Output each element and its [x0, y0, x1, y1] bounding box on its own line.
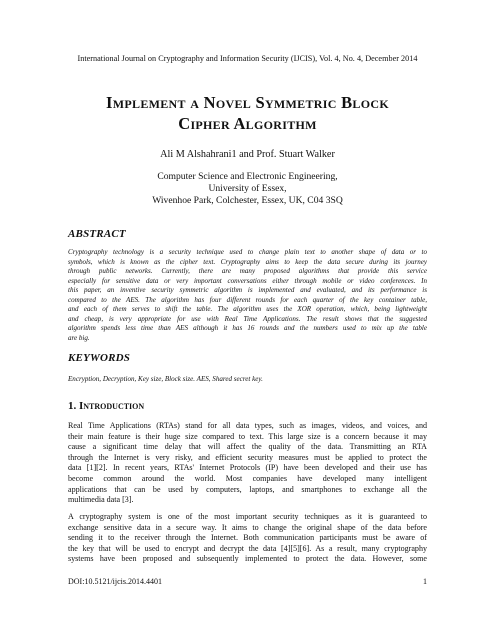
title-line-2: Cipher Algorithm — [178, 114, 317, 133]
paragraph-line: exchange sensitive data in a secure way. It aims to change the original shape of the data before — [68, 522, 427, 532]
introduction-heading — [68, 400, 144, 412]
paper-title — [40, 92, 455, 134]
affiliation — [0, 171, 495, 208]
abstract-line: especially for sensitive data or very important conversations either through mobile or video conferences. In — [68, 276, 427, 285]
paragraph-line: applications that can be used by computers, laptops, and smartphones to exchange all the — [68, 484, 427, 494]
keywords-body: Encryption, Decryption, Key size, Block size. AES, Shared secret key. — [68, 375, 263, 383]
paragraph-line: multimedia data [3]. — [68, 495, 134, 505]
abstract-heading: ABSTRACT — [68, 228, 126, 240]
intro-paragraph-1 — [68, 421, 427, 506]
paragraph-line: the key that will be used to encrypt and decrypt the data [4][5][6]. As a result, many cryptography — [68, 543, 427, 553]
abstract-line: compared to the AES. The algorithm has four different rounds for each quarter of the key container table, — [68, 295, 427, 304]
abstract-line: and cheap, is very appropriate for use with Real Time Applications. The result shows that the suggested — [68, 314, 427, 323]
abstract-line: symbols, which is known as the cipher text. Cryptography aims to keep the data secure during its journey — [68, 257, 427, 266]
paragraph-line: cause a significant time delay that will affect the quality of the data. Transmitting an RTA — [68, 442, 427, 452]
paragraph-line: systems have been proposed and subsequently implemented to protect the data. However, some — [68, 554, 427, 564]
abstract-body — [68, 248, 427, 343]
keywords-heading: KEYWORDS — [68, 352, 131, 364]
paragraph-line: data [1][2]. In recent years, RTAs' Internet Protocols (IP) have been developed and their use has — [68, 463, 427, 473]
paragraph-line: sending it to the receiver through the Internet. Both communication participants must be aware of — [68, 533, 427, 543]
paragraph-line: become common around the world. Most companies have developed many intelligent — [68, 473, 427, 483]
abstract-line: and each of them serves to shift the table. The algorithm uses the XOR operation, which, being lightweight — [68, 305, 427, 314]
paragraph-line: A cryptography system is one of the most important security techniques as it is guaranteed to — [68, 512, 427, 521]
title-line-1: Implement a Novel Symmetric Block — [106, 93, 389, 112]
abstract-line: through public networks. Currently, there are many proposed algorithms that provide this service — [68, 267, 427, 276]
paragraph-line: through the Internet is very risky, and efficient security measures must be applied to protect the — [68, 452, 427, 462]
section-title: Introduction — [79, 400, 145, 412]
intro-paragraph-2 — [68, 512, 427, 565]
abstract-line: are big. — [68, 333, 90, 342]
doi: DOI:10.5121/ijcis.2014.4401 — [68, 577, 162, 586]
affiliation-line-3: Wivenhoe Park, Colchester, Essex, UK, C04 3SQ — [152, 195, 343, 207]
affiliation-line-1: Computer Science and Electronic Engineering, — [157, 171, 338, 182]
abstract-line: Cryptography technology is a security technique used to change plain text to another shape of data or to — [68, 248, 427, 256]
paragraph-line: Real Time Applications (RTAs) stand for all data types, such as images, videos, and voices, and — [68, 421, 427, 430]
authors: Ali M Alshahrani1 and Prof. Stuart Walker — [160, 149, 335, 160]
page-number: 1 — [423, 577, 427, 586]
section-number: 1. — [68, 400, 77, 412]
abstract-line: this paper, an inventive security symmetric algorithm is implemented and evaluated, and its performance is — [68, 286, 427, 295]
affiliation-line-2: University of Essex, — [208, 183, 287, 195]
abstract-line: algorithm spends less time than AES although it has 16 rounds and the numbers used to mix up the table — [68, 324, 427, 333]
paragraph-line: their main feature is their huge size compared to text. This large size is a concern because it may — [68, 431, 427, 441]
journal-header: International Journal on Cryptography and Information Security (IJCIS), Vol. 4, No. 4, December 2014 — [77, 54, 418, 63]
